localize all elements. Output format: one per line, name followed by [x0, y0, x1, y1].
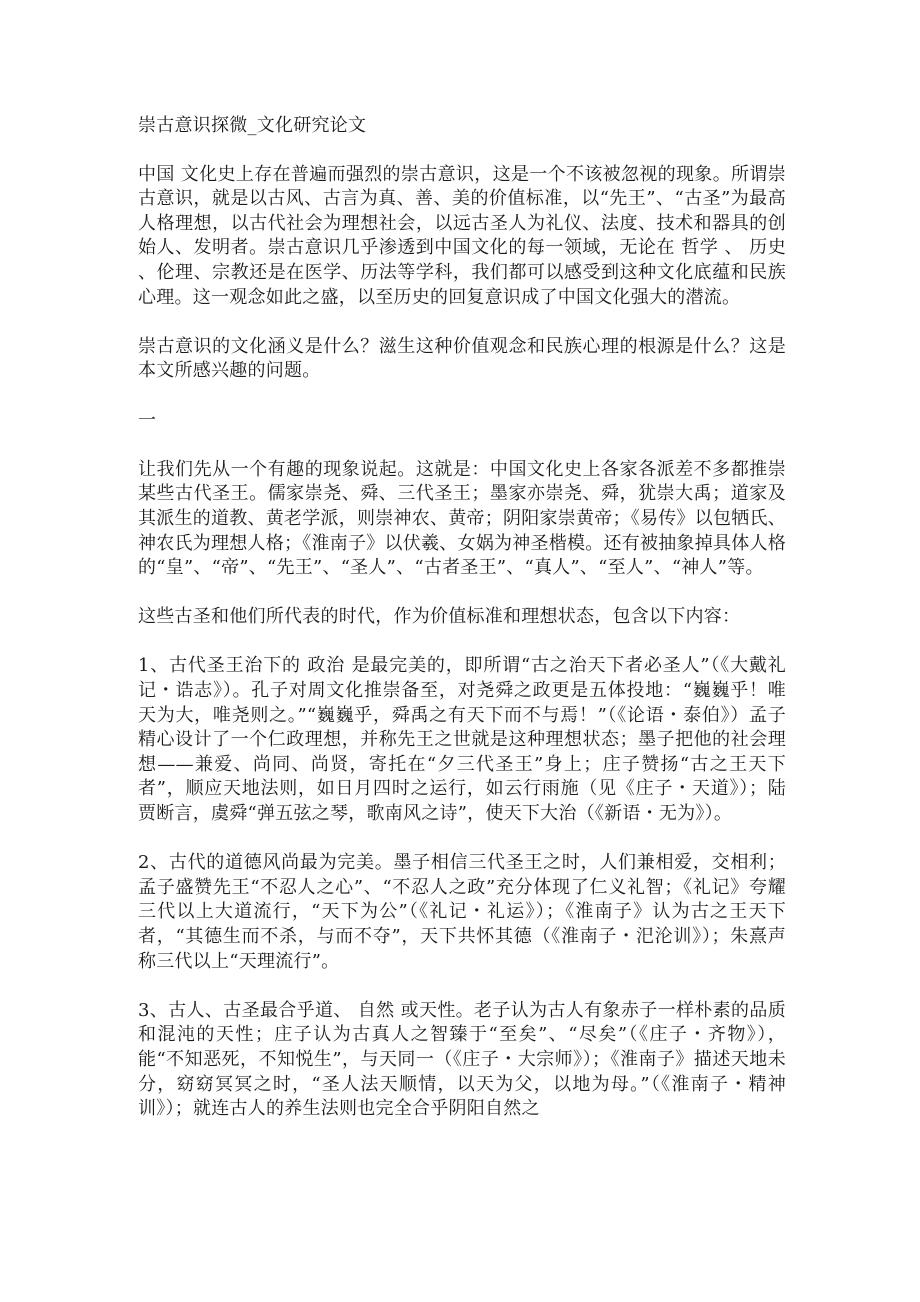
paragraph: 中国 文化史上存在普遍而强烈的崇古意识，这是一个不该被忽视的现象。所谓崇古意识，就是以古风、古言为真、善、美的价值标准，以“先王”、“古圣”为最高人格理想，以古代社会为理想社会，以远古圣人为礼仪、法度、技术和器具的创始人、发明者。崇古意识几乎渗透到中国文化的每一领域，无论在 哲学 、 历史 、伦理、宗教还是在医学、历法等学科，我们都可以感受到这种文化底蕴和民族心理。这一观念如此之盛，以至历史的回复意识成了中国文化强大的潜流。 [138, 163, 786, 308]
list-item-paragraph: 3、古人、古圣最合乎道、 自然 或天性。老子认为古人有象赤子一样朴素的品质和混沌的天性；庄子认为古真人之智臻于“至矣”、“尽矣”（《庄子・齐物》），能“不知恶死，不知悦生”，与天同一（《庄子・大宗师》）；《淮南子》描述天地未分，窈窈冥冥之时，“圣人法天顺情，以天为父，以地为母。”（《淮南子・精神训》）；就连古人的养生法则也完全合乎阴阳自然之 [138, 999, 786, 1120]
list-item-paragraph: 1、古代圣王治下的 政治 是最完美的，即所谓“古之治天下者必圣人”（《大戴礼记・诰志》）。孔子对周文化推崇备至，对尧舜之政更是五体投地：“巍巍乎！唯天为大，唯尧则之。”“巍巍乎，舜禹之有天下而不与焉！”（《论语・泰伯》）孟子精心设计了一个仁政理想，并称先王之世就是这种理想状态；墨子把他的社会理想——兼爱、尚同、尚贤，寄托在“夕三代圣王”身上；庄子赞扬“古之王天下者”，顺应天地法则，如日月四时之运行，如云行雨施（见《庄子・天道》）；陆贾断言，虞舜“弹五弦之琴，歌南风之诗”，使天下大治（《新语・无为》）。 [138, 655, 786, 825]
paragraph: 崇古意识的文化涵义是什么？滋生这种价值观念和民族心理的根源是什么？这是本文所感兴趣的问题。 [138, 335, 786, 382]
paragraph: 让我们先从一个有趣的现象说起。这就是：中国文化史上各家各派差不多都推崇某些古代圣王。儒家崇尧、舜、三代圣王；墨家亦崇尧、舜，犹崇大禹；道家及其派生的道教、黄老学派，则崇神农、黄帝；阴阳家崇黄帝；《易传》以包牺氏、神农氏为理想人格；《淮南子》以伏羲、女娲为神圣楷模。还有被抽象掉具体人格的“皇”、“帝”、“先王”、“圣人”、“古者圣王”、“真人”、“至人”、“神人”等。 [138, 458, 786, 579]
paragraph: 这些古圣和他们所代表的时代，作为价值标准和理想状态，包含以下内容： [138, 606, 741, 628]
section-heading: 一 [138, 409, 157, 431]
document-body [138, 114, 786, 1146]
list-item-paragraph: 2、古代的道德风尚最为完美。墨子相信三代圣王之时，人们兼相爱，交相利；孟子盛赞先王“不忍人之心”、“不忍人之政”充分体现了仁义礼智；《礼记》夸耀三代以上大道流行，“天下为公”（《礼记・礼运》）；《淮南子》认为古之王天下者，“其德生而不杀，与而不夺”，天下共怀其德（《淮南子・汜沦训》）；朱熹声称三代以上“天理流行”。 [138, 852, 786, 972]
document-title: 崇古意识探微_文化研究论文 [138, 115, 367, 136]
